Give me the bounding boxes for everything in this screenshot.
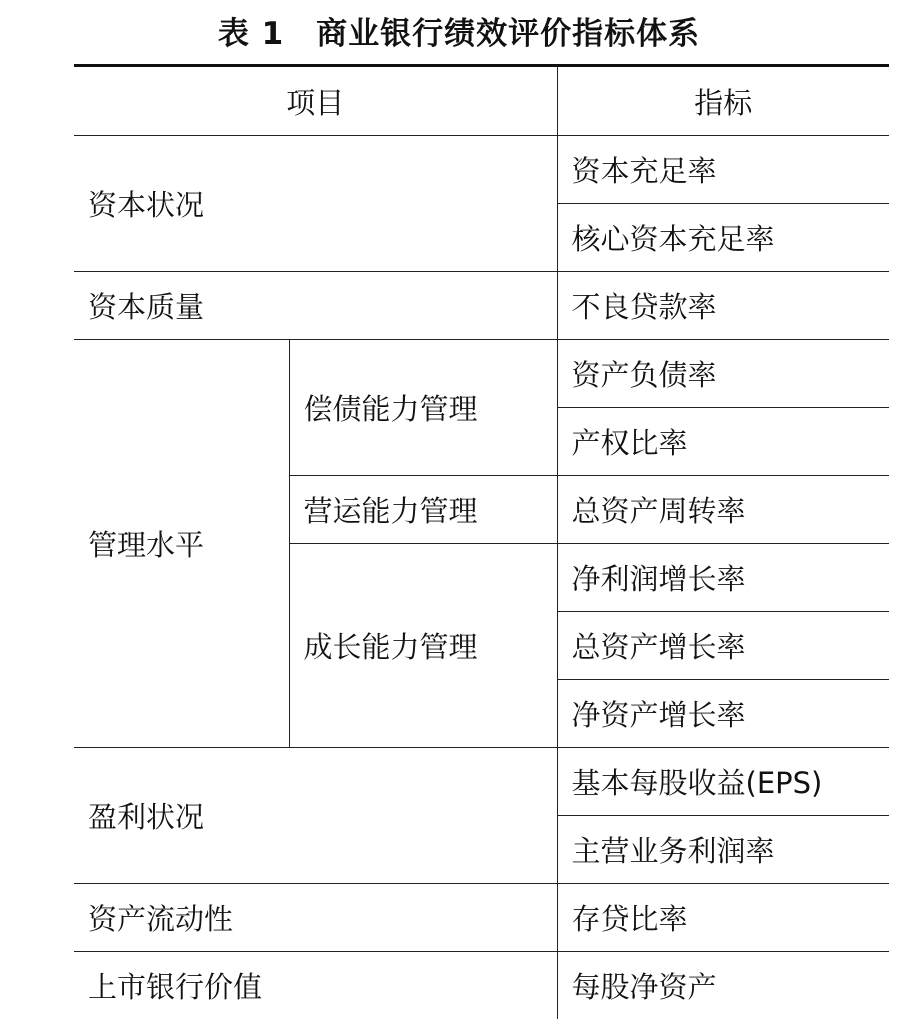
- group-asset-liquidity: 资产流动性: [74, 884, 557, 952]
- group-listed-bank-value: 上市银行价值: [74, 952, 557, 1019]
- group-profitability: 盈利状况: [74, 748, 557, 884]
- group-capital-status: 资本状况: [74, 136, 557, 272]
- header-row: [74, 66, 889, 136]
- table-row: [74, 884, 889, 952]
- indicator-cell: 主营业务利润率: [557, 816, 889, 884]
- indicator-cell: 基本每股收益(EPS): [557, 748, 889, 816]
- performance-indicator-table: [74, 64, 889, 1019]
- indicator-cell: 资产负债率: [557, 340, 889, 408]
- subgroup-growth: 成长能力管理: [289, 544, 557, 748]
- indicator-cell: 不良贷款率: [557, 272, 889, 340]
- table-title: 表 1 商业银行绩效评价指标体系: [0, 12, 918, 56]
- table-row: [74, 136, 889, 204]
- subgroup-operation: 营运能力管理: [289, 476, 557, 544]
- indicator-cell: 总资产周转率: [557, 476, 889, 544]
- table-row: [74, 272, 889, 340]
- table-row: [74, 340, 889, 408]
- indicator-cell: 存贷比率: [557, 884, 889, 952]
- indicator-cell: 产权比率: [557, 408, 889, 476]
- indicator-cell: 总资产增长率: [557, 612, 889, 680]
- indicator-cell: 资本充足率: [557, 136, 889, 204]
- table-row: [74, 748, 889, 816]
- group-management-level: 管理水平: [74, 340, 289, 748]
- indicator-cell: 核心资本充足率: [557, 204, 889, 272]
- header-project: 项目: [74, 66, 557, 136]
- group-capital-quality: 资本质量: [74, 272, 557, 340]
- indicator-cell: 净资产增长率: [557, 680, 889, 748]
- header-indicator: 指标: [557, 66, 889, 136]
- subgroup-solvency: 偿债能力管理: [289, 340, 557, 476]
- indicator-cell: 净利润增长率: [557, 544, 889, 612]
- indicator-cell: 每股净资产: [557, 952, 889, 1019]
